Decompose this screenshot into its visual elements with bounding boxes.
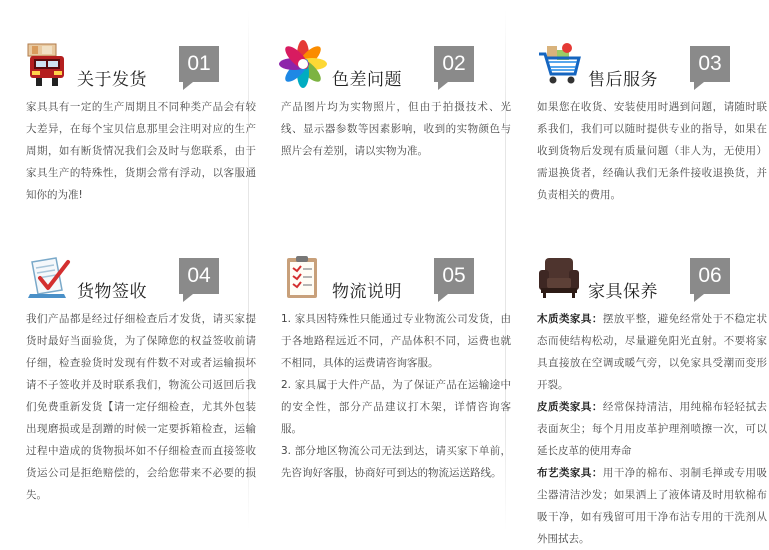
card-body	[281, 308, 511, 484]
card-body	[537, 308, 767, 550]
card-paragraph: 1. 家具因特殊性只能通过专业物流公司发货，由于各地路程远近不同，产品体积不同，运费也就不相同，具体的运费请咨询客服。	[281, 313, 511, 369]
care-section-text: 经常保持清洁，用纯棉布轻轻拭去表面灰尘；每个月用皮革护理剂喷擦一次，可以延长皮革的使用寿命	[537, 401, 768, 457]
card-body	[537, 96, 767, 206]
card-paragraph: 我们产品都是经过仔细检查后才发货，请买家提货时最好当面验货，为了保障您的权益签收前请仔细，检查验货时发现有件数不对或者运输损坏请不子签收并及时联系我们，物流公司返回后我们免费重新发货【请一定仔细检查，尤其外包装出现磨损或是刮蹭的时候一定要拆箱检查，运输过程中造成的货物损坏如不仔细检查而直接签收货运公司是拒绝赔偿的，会给您带来不必要的损失。	[26, 313, 256, 501]
care-section	[537, 462, 767, 550]
delivery-truck-icon	[26, 42, 70, 88]
card-title: 家具保养	[588, 282, 658, 302]
shopping-cart-icon	[537, 42, 581, 88]
card-paragraph: 产品图片均为实物照片，但由于拍摄技术、光线、显示器参数等因素影响，收到的实物颜色与照片会有差别，请以实物为准。	[281, 101, 511, 157]
card-number-badge: 05	[434, 258, 474, 294]
card-body	[281, 96, 511, 162]
card-paragraph: 2. 家具属于大件产品，为了保证产品在运输途中的安全性，部分产品建议打木架，详情咨询客服。	[281, 379, 511, 435]
care-section-text: 用干净的棉布、羽制毛掸或专用吸尘器清洁沙发；如果洒上了液体请及时用软棉布吸干净，如有残留可用干净布沾专用的干洗剂从外围拭去。	[537, 467, 768, 545]
care-section-label: 木质类家具：	[537, 313, 603, 325]
card-paragraph: 家具具有一定的生产周期且不同种类产品会有较大差异，在每个宝贝信息那里会注明对应的生产周期，如有断货情况我们会及时与您联系，由于家具生产的特殊性，货期会常有浮动，以客服通知你的为准!	[26, 101, 256, 201]
care-section-label: 布艺类家具：	[537, 467, 603, 479]
armchair-icon	[537, 254, 581, 300]
card-title: 关于发货	[77, 70, 147, 90]
card-number-badge: 02	[434, 46, 474, 82]
card-body	[26, 308, 256, 506]
card-title: 售后服务	[588, 70, 658, 90]
clipboard-icon	[281, 254, 325, 300]
checkmark-document-icon	[26, 254, 70, 300]
card-paragraph: 3. 部分地区物流公司无法到达，请买家下单前，先咨询好客服，协商好可到达的物流运送路线。	[281, 445, 511, 479]
card-body	[26, 96, 256, 206]
care-section	[537, 308, 767, 396]
card-number-badge: 01	[179, 46, 219, 82]
care-section-label: 皮质类家具：	[537, 401, 603, 413]
card-title: 货物签收	[77, 282, 147, 302]
card-title: 物流说明	[332, 282, 402, 302]
card-paragraph: 如果您在收货、安装使用时遇到问题，请随时联系我们，我们可以随时提供专业的指导，如果在收到货物后发现有质量问题（非人为，无使用）需退换货者，经确认我们无条件接收退换货，并负责相关的费用。	[537, 101, 767, 201]
card-number-badge: 03	[690, 46, 730, 82]
card-number-badge: 06	[690, 258, 730, 294]
care-section-text: 摆放平整，避免经常处于不稳定状态而使结构松动，尽量避免阳光直射。不要将家具直接放在空调或暖气旁，以免家具受潮而变形开裂。	[537, 313, 768, 391]
care-section	[537, 396, 767, 462]
card-number-badge: 04	[179, 258, 219, 294]
card-title: 色差问题	[332, 70, 402, 90]
color-wheel-icon	[281, 42, 325, 88]
